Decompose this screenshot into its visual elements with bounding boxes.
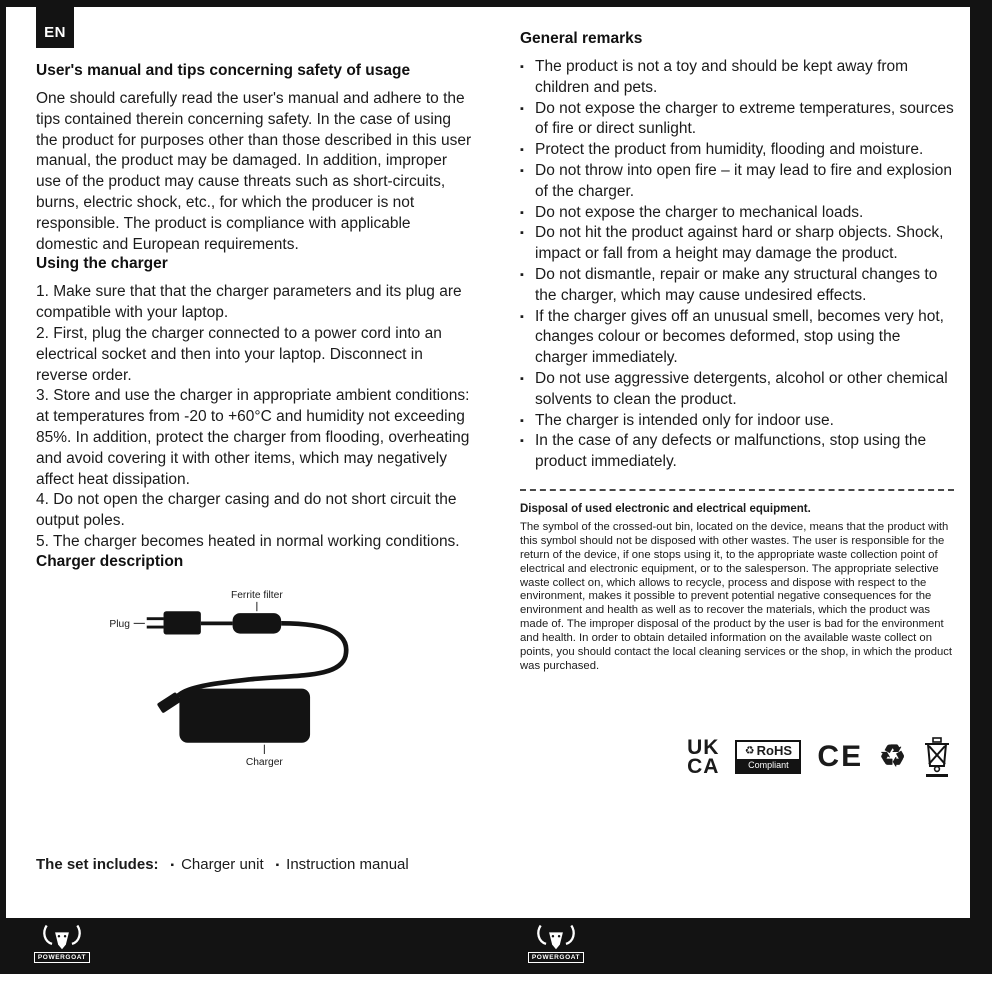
step-item: 3. Store and use the charger in appropriate ambient conditions: at temperatures from -20 to +60°C and humidity not exceeding 85%. In addition, protect the charger from flooding, overheating and avoid covering it with other items, which may negatively affect heat dissipation. <box>36 387 470 488</box>
charger-label: Charger <box>245 756 283 768</box>
rohs-top <box>737 742 799 759</box>
set-includes-label: The set includes: <box>36 856 159 873</box>
disposal-body: The symbol of the crossed-out bin, located on the device, means that the product with this symbol should not be disposed with other wastes. The user is responsible for the return of the device, if one stops using it, to the appropriate waste collection point of electrical and electronic equipment, or to the salesperson. The appropriate selective waste collect on, which allows to recycle, process and dispose with respect to the environment, makes it possible to prevent potential negative consequences for the environment and health as well as to recover the materials, which the product was made of. The improper disposal of the product by the user is bad for the environment and health. In order to obtain detailed information on the available waste collect on points, you should contact the local cleaning services or the shop, in which the product was purchased. <box>520 520 953 672</box>
plug-icon <box>164 611 201 634</box>
recycle-icon: ♻ <box>744 744 755 757</box>
remark-item: ▪ Do not use aggressive detergents, alcohol or other chemical solvents to clean the product. <box>520 369 954 411</box>
powergoat-logo <box>32 923 92 963</box>
set-includes-item: ▪ Charger unit <box>171 856 264 873</box>
remark-item: ▪ In the case of any defects or malfunctions, stop using the product immediately. <box>520 431 954 473</box>
ukca-bottom-text: CA <box>687 754 720 778</box>
page-border-left <box>0 0 6 974</box>
using-charger-title: Using the charger <box>36 255 168 273</box>
dashed-divider <box>520 489 954 491</box>
powergoat-wordmark: POWERGOAT <box>528 952 584 963</box>
step-item: 1. Make sure that that the charger parameters and its plug are compatible with your laptop. <box>36 283 462 322</box>
remark-item: ▪ Do not dismantle, repair or make any structural changes to the charger, which may cause undesired effects. <box>520 265 954 307</box>
powergoat-logo <box>526 923 586 963</box>
step-item: 4. Do not open the charger casing and do not short circuit the output poles. <box>36 491 457 530</box>
remark-item: ▪ Protect the product from humidity, flooding and moisture. <box>520 140 954 161</box>
powergoat-wordmark: POWERGOAT <box>34 952 90 963</box>
rohs-compliant-text: Compliant <box>737 759 799 772</box>
remark-item: ▪ Do not expose the charger to extreme temperatures, sources of fire or direct sunlight. <box>520 99 954 141</box>
charger-diagram <box>36 586 446 768</box>
footer-bar <box>0 918 992 974</box>
ukca-mark <box>687 735 720 778</box>
weee-crossed-bin-icon <box>922 736 952 778</box>
remark-item: ▪ Do not throw into open fire – it may lead to fire and explosion of the charger. <box>520 161 954 203</box>
ce-mark: CE <box>817 739 864 773</box>
remark-item: ▪ Do not hit the product against hard or sharp objects. Shock, impact or fall from a height may damage the product. <box>520 223 954 265</box>
compliance-marks-row <box>520 736 954 778</box>
rohs-text: RoHS <box>756 742 793 758</box>
disposal-title: Disposal of used electronic and electrical equipment. <box>520 502 811 515</box>
safety-section-title: User's manual and tips concerning safety of usage <box>36 62 411 79</box>
page-border-right <box>970 0 992 974</box>
ferrite-filter-label: Ferrite filter <box>230 589 283 601</box>
charger-description-title: Charger description <box>36 552 184 570</box>
step-item: 2. First, plug the charger connected to a power cord into an electrical socket and then into your laptop. Disconnect in reverse order. <box>36 324 442 384</box>
plug-label: Plug <box>109 618 130 630</box>
right-column <box>520 30 954 778</box>
ukca-top-text: UK <box>687 735 720 759</box>
rohs-mark <box>735 740 801 774</box>
charger-brick-icon <box>179 688 310 742</box>
safety-section-body: One should carefully read the user's manual and adhere to the tips contained therein concerning safety. In the case of using the product for purposes other than those described in this user manual, the product may be damaged. In addition, improper use of the product may cause threats such as short-circuits, burns, electric shock, etc., for which the producer is not responsible. The product is compliance with applicable domestic and European requirements. <box>36 90 472 253</box>
general-remarks-list <box>520 57 954 473</box>
step-item: 5. The charger becomes heated in normal working conditions. <box>36 532 460 550</box>
left-column <box>36 62 474 773</box>
remark-item: ▪ The product is not a toy and should be kept away from children and pets. <box>520 57 954 99</box>
goat-head-icon <box>533 923 579 951</box>
goat-head-icon <box>39 923 85 951</box>
using-charger-steps <box>36 282 474 552</box>
ferrite-filter-icon <box>233 613 282 634</box>
set-includes-item: ▪ Instruction manual <box>276 856 409 873</box>
language-badge: EN <box>36 0 74 48</box>
set-includes-row <box>36 856 496 873</box>
remark-item: ▪ If the charger gives off an unusual smell, becomes very hot, changes colour or becomes deformed, stop using the charger immediately. <box>520 307 954 369</box>
recycle-icon: ♻ <box>879 739 906 773</box>
general-remarks-title: General remarks <box>520 30 643 47</box>
remark-item: ▪ The charger is intended only for indoor use. <box>520 411 954 432</box>
remark-item: ▪ Do not expose the charger to mechanical loads. <box>520 203 954 224</box>
page-border-top <box>0 0 992 7</box>
